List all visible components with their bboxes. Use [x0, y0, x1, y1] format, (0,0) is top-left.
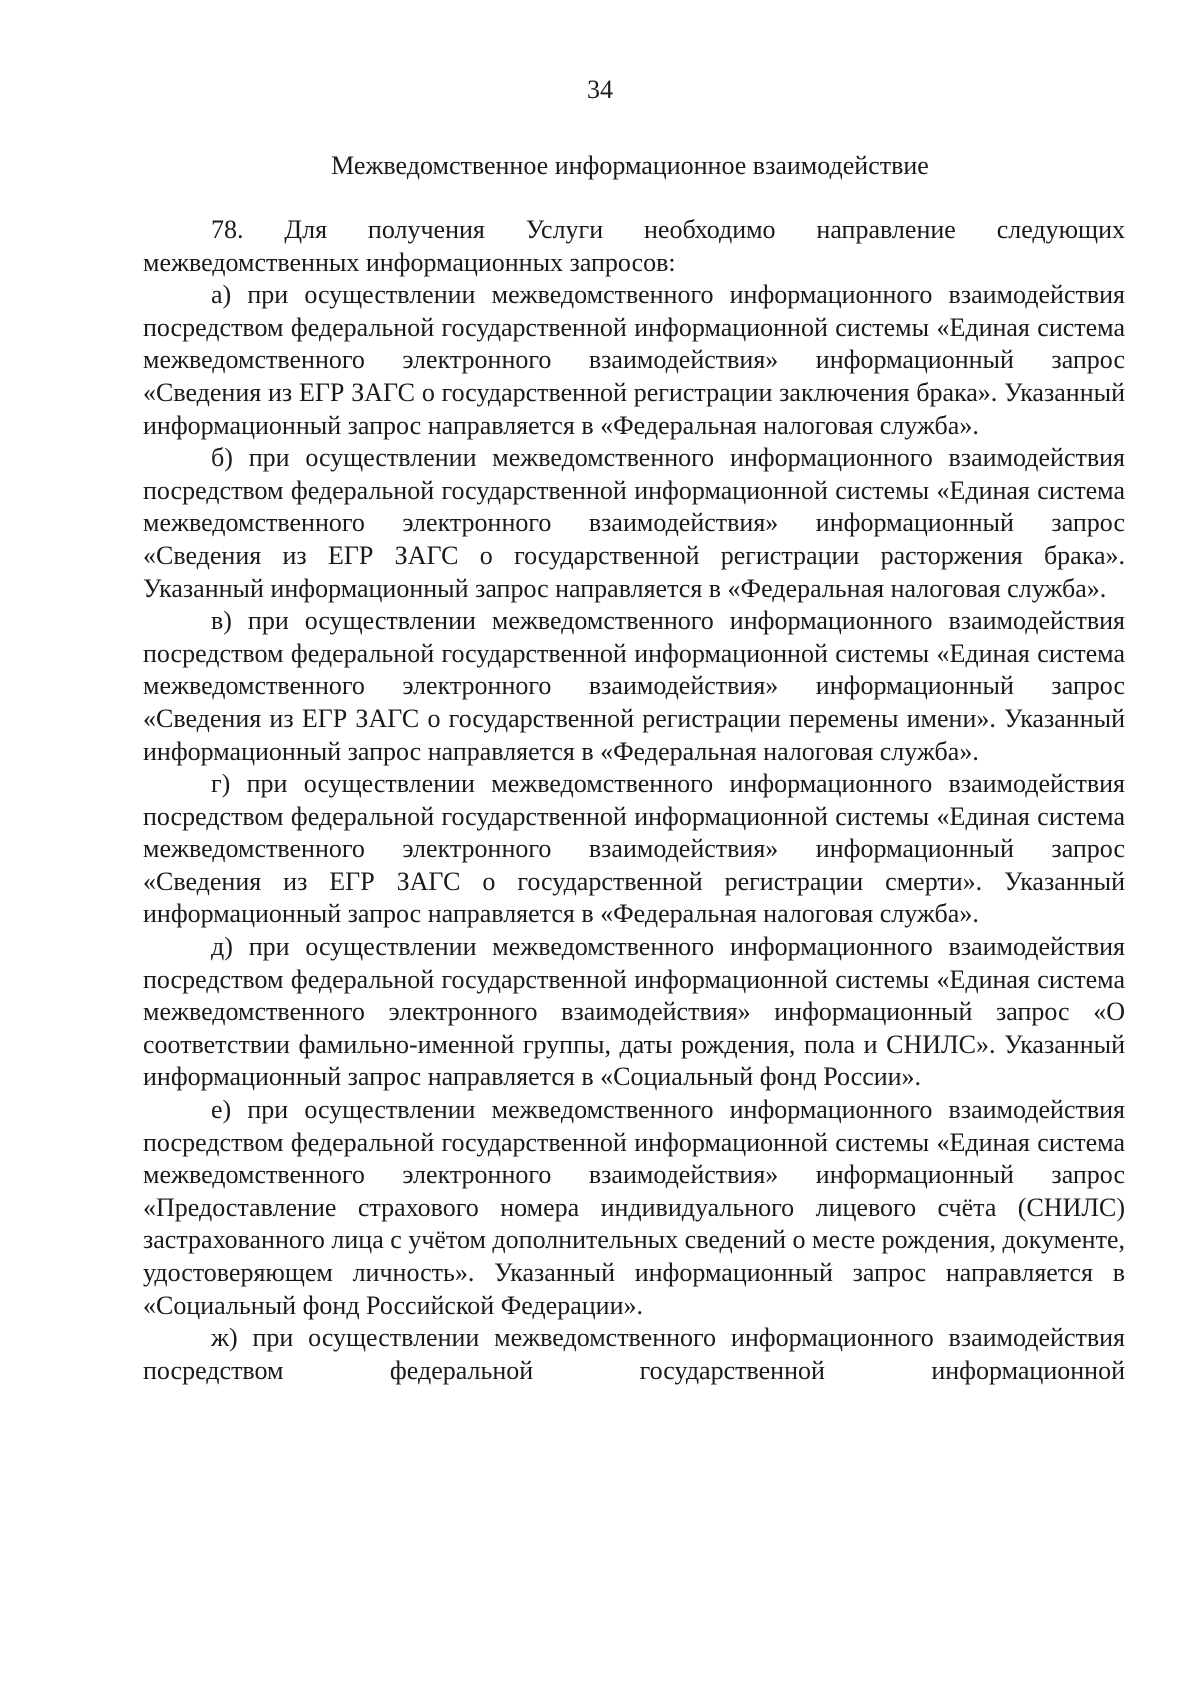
paragraph-a: а) при осуществлении межведомственного информационного взаимодействия посредством федеральной государственной информационной системы «Единая система межведомственного электронного взаимодействия» информационный запрос «Сведения из ЕГР ЗАГС о государственной регистрации заключения брака». Указанный информационный запрос направляется в «Федеральная налоговая служба». — [143, 280, 1125, 440]
paragraph-78: 78. Для получения Услуги необходимо направление следующих межведомственных информационных запросов: — [143, 215, 1125, 277]
paragraph-b: б) при осуществлении межведомственного информационного взаимодействия посредством федеральной государственной информационной системы «Единая система межведомственного электронного взаимодействия» информационный запрос «Сведения из ЕГР ЗАГС о государственной регистрации расторжения брака». Указанный информационный запрос направляется в «Федеральная налоговая служба». — [143, 443, 1125, 603]
paragraph-d: д) при осуществлении межведомственного информационного взаимодействия посредством федеральной государственной информационной системы «Единая система межведомственного электронного взаимодействия» информационный запрос «О соответствии фамильно-именной группы, даты рождения, пола и СНИЛС». Указанный информационный запрос направляется в «Социальный фонд России». — [143, 932, 1125, 1092]
paragraph-g: г) при осуществлении межведомственного информационного взаимодействия посредством федеральной государственной информационной системы «Единая система межведомственного электронного взаимодействия» информационный запрос «Сведения из ЕГР ЗАГС о государственной регистрации смерти». Указанный информационный запрос направляется в «Федеральная налоговая служба». — [143, 769, 1125, 929]
page-number: 34 — [587, 75, 613, 104]
paragraph-zh: ж) при осуществлении межведомственного информационного взаимодействия посредством федеральной государственной информационной — [143, 1323, 1125, 1385]
paragraph-e: е) при осуществлении межведомственного информационного взаимодействия посредством федеральной государственной информационной системы «Единая система межведомственного электронного взаимодействия» информационный запрос «Предоставление страхового номера индивидуального лицевого счёта (СНИЛС) застрахованного лица с учётом дополнительных сведений о месте рождения, документе, удостоверяющем личность». Указанный информационный запрос направляется в «Социальный фонд Российской Федерации». — [143, 1095, 1125, 1320]
paragraph-v: в) при осуществлении межведомственного информационного взаимодействия посредством федеральной государственной информационной системы «Единая система межведомственного электронного взаимодействия» информационный запрос «Сведения из ЕГР ЗАГС о государственной регистрации перемены имени». Указанный информационный запрос направляется в «Федеральная налоговая служба». — [143, 606, 1125, 766]
section-title: Межведомственное информационное взаимодействие — [331, 151, 929, 180]
document-body — [143, 214, 1125, 1387]
